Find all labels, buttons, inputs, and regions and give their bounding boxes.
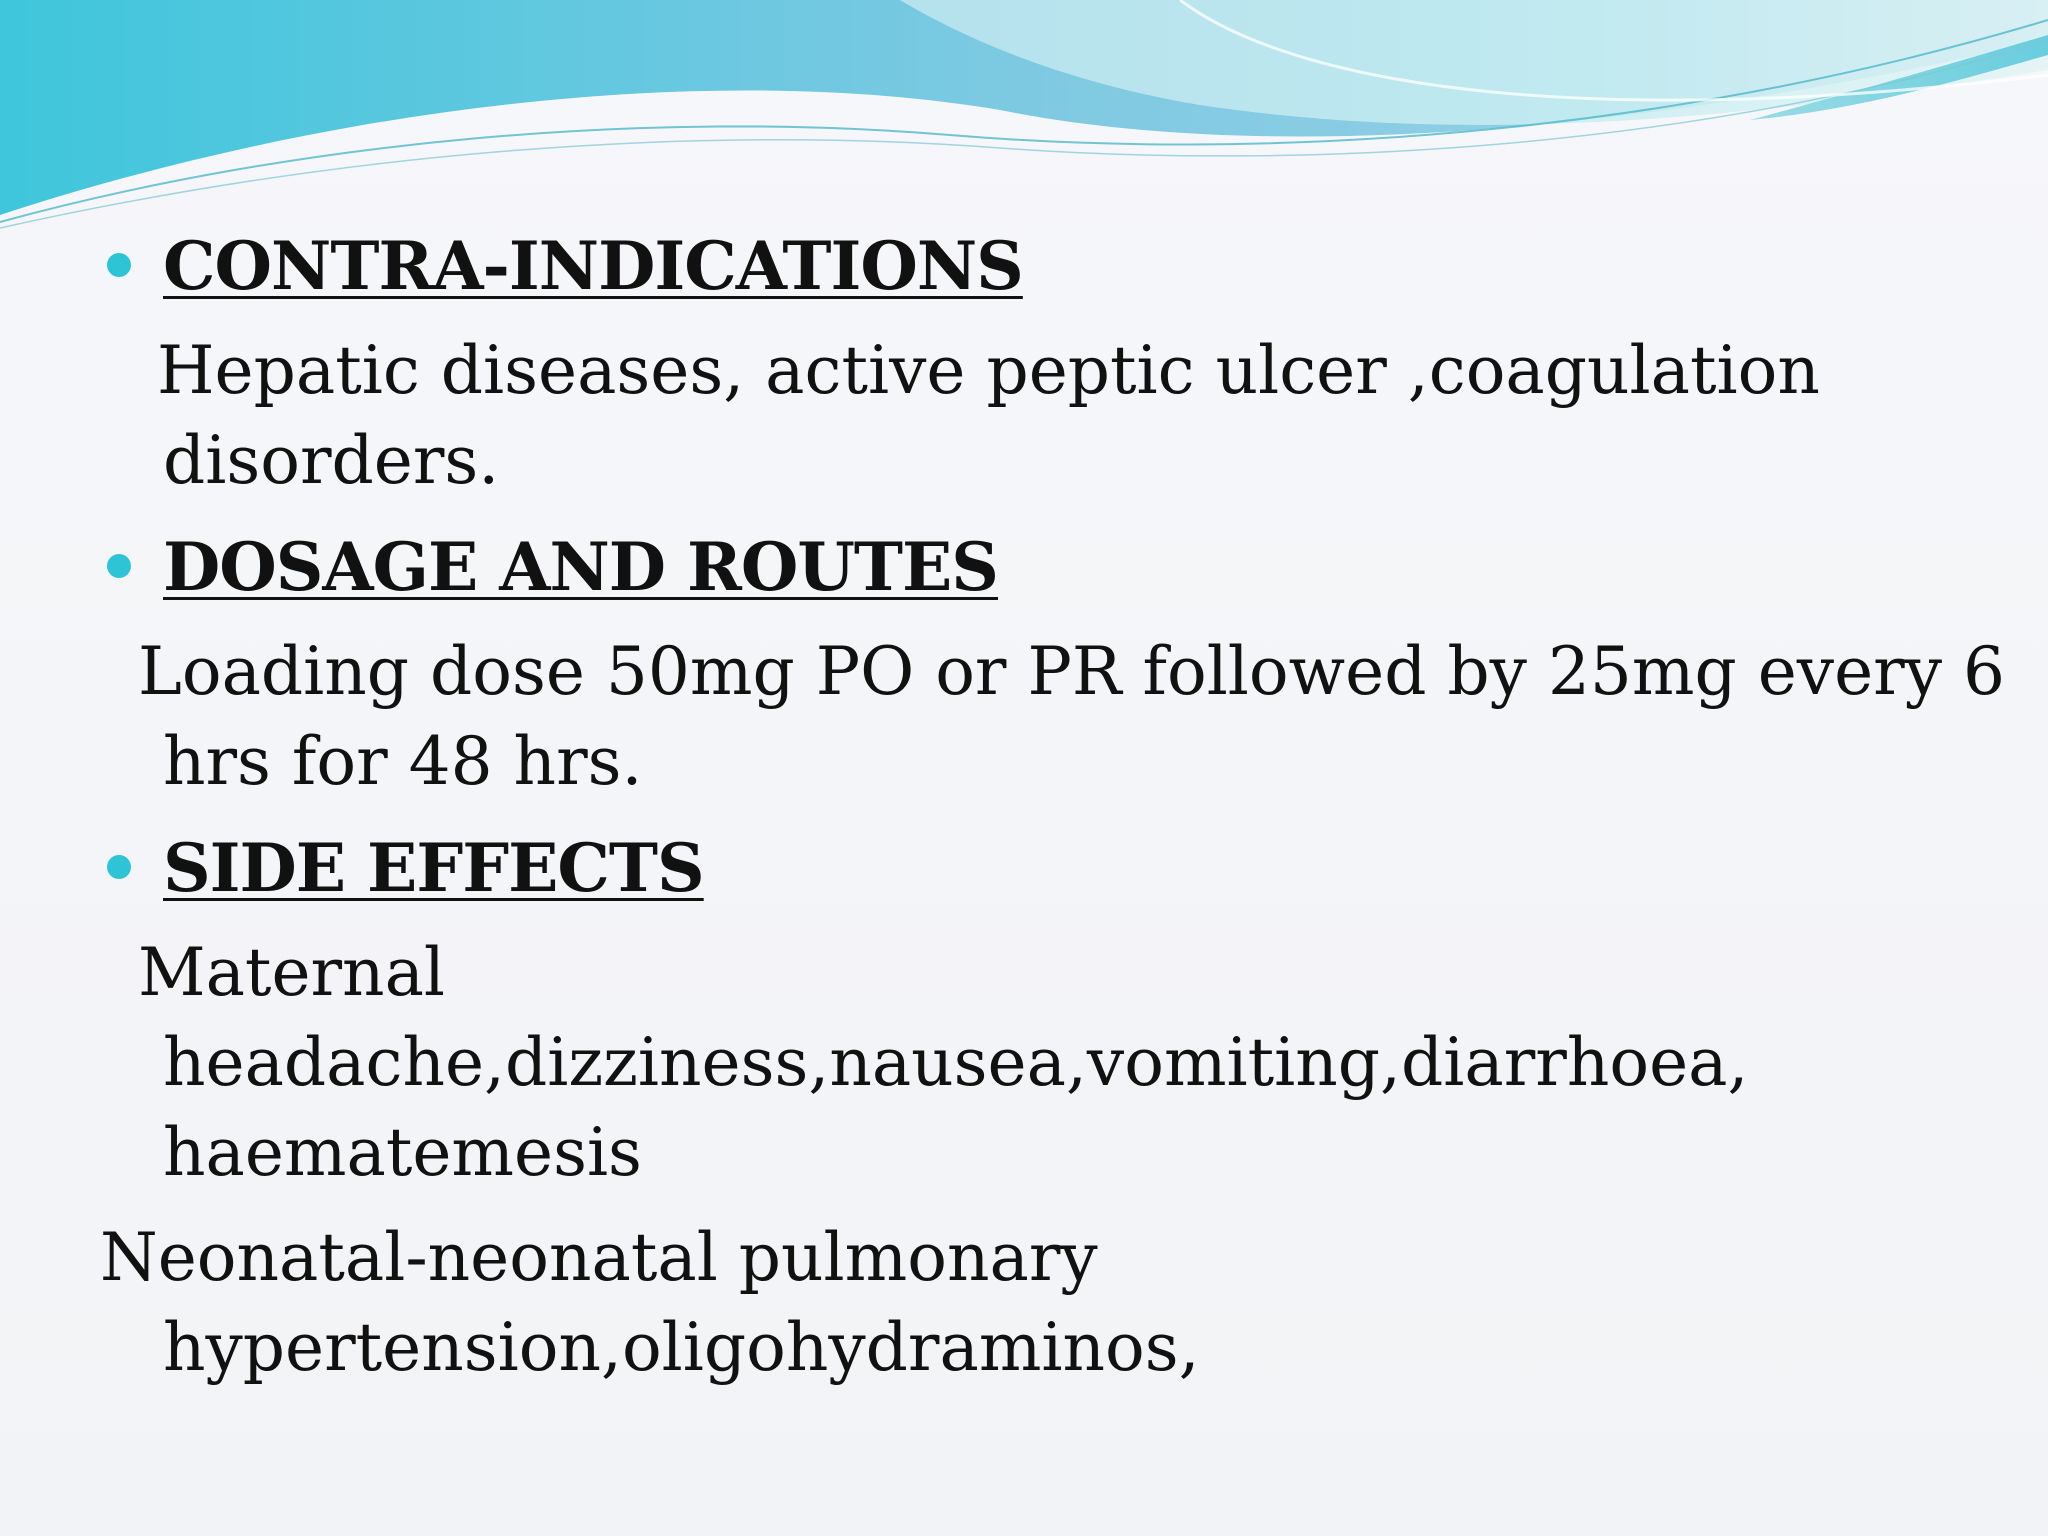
bullet-dot-dosage-and-routes: [107, 554, 131, 578]
dosage-and-routes-line-2: hrs for 48 hrs.: [163, 723, 643, 800]
contra-indications-line-1: Hepatic diseases, active peptic ulcer ,coagulation: [157, 332, 1820, 409]
side-effects-maternal-line-1: headache,dizziness,nausea,vomiting,diarrhoea,: [163, 1024, 1749, 1101]
header-wave-decoration: [0, 0, 2048, 240]
neonatal-line-1: Neonatal-neonatal pulmonary: [100, 1219, 1098, 1296]
heading-contra-indications: CONTRA-INDICATIONS: [163, 227, 1023, 305]
bullet-dot-contra-indications: [107, 253, 131, 277]
contra-indications-line-2: disorders.: [163, 422, 500, 499]
heading-dosage-and-routes: DOSAGE AND ROUTES: [163, 528, 998, 606]
bullet-dot-side-effects: [107, 855, 131, 879]
heading-side-effects: SIDE EFFECTS: [163, 829, 704, 907]
side-effects-maternal-label: Maternal: [138, 934, 446, 1011]
side-effects-maternal-line-2: haematemesis: [163, 1114, 642, 1191]
neonatal-line-2: hypertension,oligohydraminos,: [163, 1309, 1200, 1386]
dosage-and-routes-line-1: Loading dose 50mg PO or PR followed by 25mg every 6: [138, 633, 2005, 710]
